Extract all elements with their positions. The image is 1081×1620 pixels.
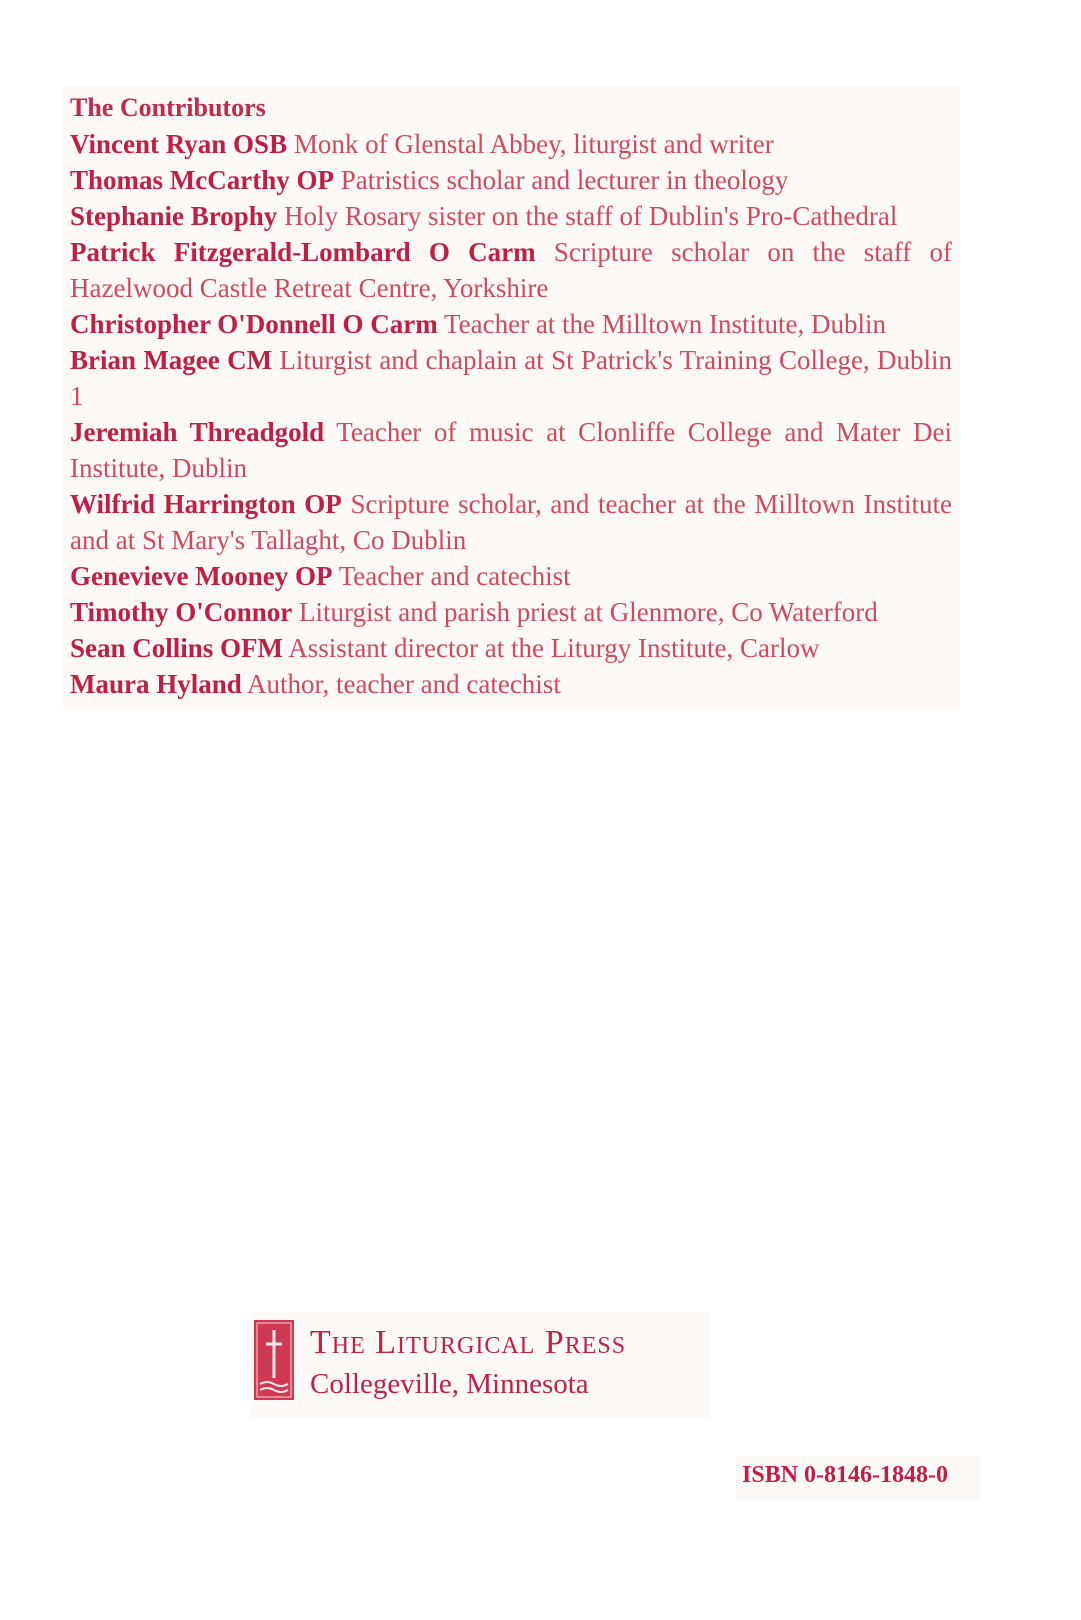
contributor-description: Holy Rosary sister on the staff of Dublin's Pro-Cathedral [284, 201, 898, 231]
contributor-description: Assistant director at the Liturgy Institute, Carlow [288, 633, 820, 663]
contributor-description: Monk of Glenstal Abbey, liturgist and writer [293, 129, 774, 159]
contributor-description: Scripture scholar on the staff of Hazelwood Castle Retreat Centre, Yorkshire [70, 237, 953, 303]
contributor-name: Thomas McCarthy OP [70, 165, 334, 195]
contributor-entry [70, 630, 952, 666]
publisher-location: Collegeville, Minnesota [310, 1368, 589, 1400]
contributor-entry [70, 666, 952, 702]
contributor-description: Liturgist and parish priest at Glenmore, Co Waterford [299, 597, 878, 627]
publisher-name: The Liturgical Press [310, 1324, 627, 1361]
contributor-entry [70, 198, 952, 234]
contributor-description: Scripture scholar, and teacher at the Milltown Institute and at St Mary's Tallaght, Co Dublin [70, 489, 952, 555]
contributor-name: Timothy O'Connor [70, 597, 293, 627]
contributor-name: Christopher O'Donnell O Carm [70, 309, 438, 339]
contributor-description: Liturgist and chaplain at St Patrick's Training College, Dublin 1 [70, 345, 952, 411]
contributor-entry [70, 414, 952, 486]
contributor-name: Jeremiah Threadgold [70, 417, 325, 447]
contributor-name: Genevieve Mooney OP [70, 561, 333, 591]
publisher-imprint [250, 1312, 710, 1418]
contributor-name: Wilfrid Harrington OP [70, 489, 342, 519]
contributor-name: Vincent Ryan OSB [70, 129, 288, 159]
contributor-description: Author, teacher and catechist [247, 669, 561, 699]
contributor-entry [70, 162, 952, 198]
contributor-description: Teacher of music at Clonliffe College and Mater Dei Institute, Dublin [70, 417, 953, 483]
contributor-name: Stephanie Brophy [70, 201, 278, 231]
isbn-number: ISBN 0-8146-1848-0 [742, 1462, 949, 1488]
contributor-name: Patrick Fitzgerald-Lombard O Carm [70, 237, 536, 267]
contributor-entry [70, 558, 952, 594]
contributor-description: Teacher and catechist [338, 561, 571, 591]
contributor-entry [70, 486, 952, 558]
contributor-entry [70, 126, 952, 162]
contributor-entry [70, 234, 952, 306]
contributor-description: Teacher at the Milltown Institute, Dublin [444, 309, 887, 339]
contributor-entry [70, 594, 952, 630]
contributor-entry [70, 306, 952, 342]
contributors-heading: The Contributors [70, 93, 266, 122]
contributor-name: Sean Collins OFM [70, 633, 284, 663]
contributor-description: Patristics scholar and lecturer in theology [340, 165, 789, 195]
liturgical-press-cross-icon [254, 1320, 294, 1400]
isbn-section [736, 1456, 980, 1500]
contributor-name: Maura Hyland [70, 669, 242, 699]
contributor-name: Brian Magee CM [70, 345, 273, 375]
contributor-entry [70, 342, 952, 414]
contributors-section [62, 86, 960, 708]
